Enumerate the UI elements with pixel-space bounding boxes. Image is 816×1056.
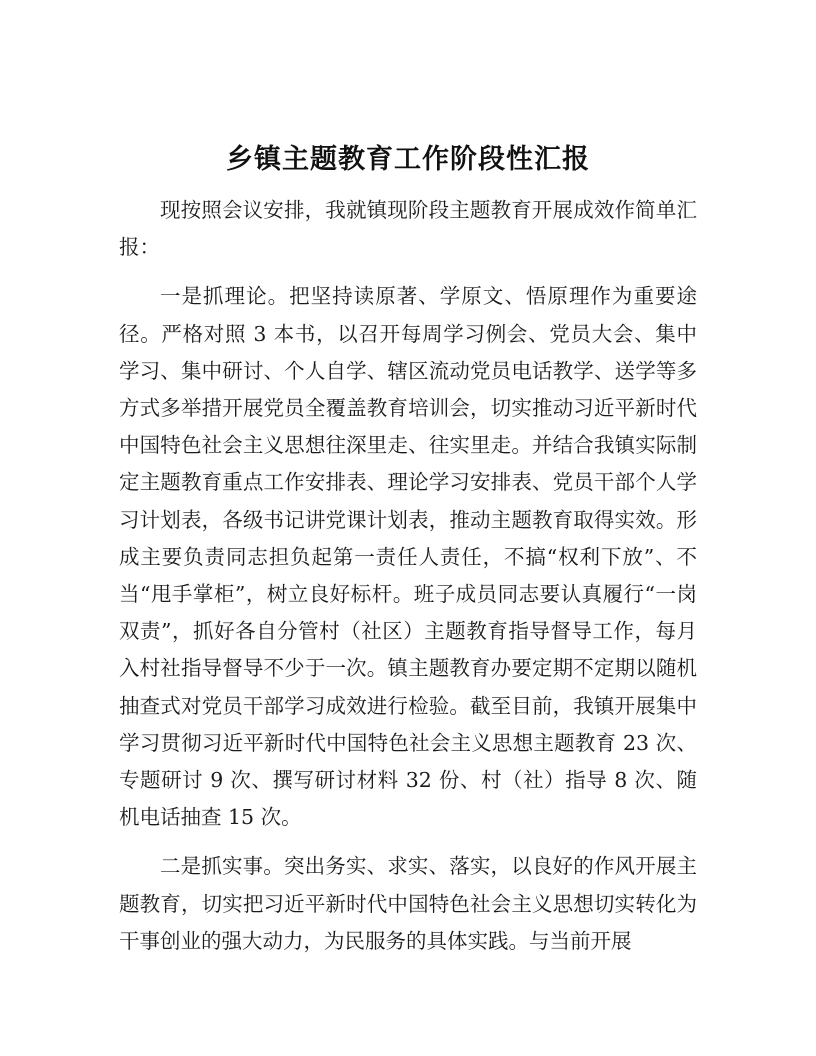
paragraph-theory: 一是抓理论。把坚持读原著、学原文、悟原理作为重要途径。严格对照 3 本书，以召开每周学习例会、党员大会、集中学习、集中研讨、个人自学、辖区流动党员电话教学、送学等多方式多举措开展党员全覆盖教育培训会，切实推动习近平新时代中国特色社会主义思想往深里走、往实里走。并结合我镇实际制定主题教育重点工作安排表、理论学习安排表、党员干部个人学习计划表，各级书记讲党课计划表，推动主题教育取得实效。形成主要负责同志担负起第一责任人责任，不搞“权利下放”、不当“甩手掌柜”，树立良好标杆。班子成员同志要认真履行“一岗双责”，抓好各自分管村（社区）主题教育指导督导工作，每月入村社指导督导不少于一次。镇主题教育办要定期不定期以随机抽查式对党员干部学习成效进行检验。截至目前，我镇开展集中学习贯彻习近平新时代中国特色社会主义思想主题教育 23 次、专题研讨 9 次、撰写研讨材料 32 份、村（社）指导 8 次、随机电话抽查 15 次。 <box>119 284 697 830</box>
document-title: 乡镇主题教育工作阶段性汇报 <box>226 144 590 175</box>
document-body <box>119 192 697 972</box>
paragraph-intro: 现按照会议安排，我就镇现阶段主题教育开展成效作简单汇报： <box>119 198 697 260</box>
paragraph-practice: 二是抓实事。突出务实、求实、落实，以良好的作风开展主题教育，切实把习近平新时代中国特色社会主义思想切实转化为干事创业的强大动力，为民服务的具体实践。与当前开展 <box>119 854 697 953</box>
